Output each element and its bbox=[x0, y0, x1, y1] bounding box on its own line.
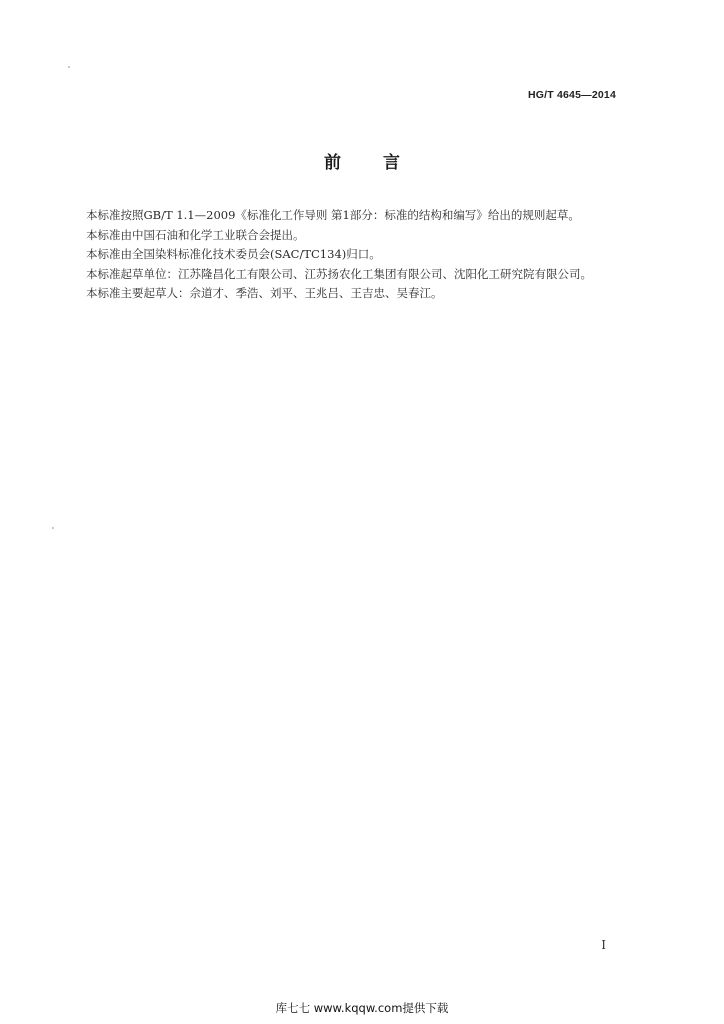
paragraph-drafters: 本标准主要起草人：佘道才、季浩、刘平、王兆吕、王吉忠、吴春江。 bbox=[86, 286, 443, 300]
download-footer: 库七七 www.kqqw.com提供下载 bbox=[275, 1001, 449, 1015]
page-number: I bbox=[601, 938, 606, 952]
paragraph-administrator: 本标准由全国染料标准化技术委员会(SAC/TC134)归口。 bbox=[86, 247, 381, 261]
scan-speck bbox=[68, 66, 70, 68]
scan-speck bbox=[52, 527, 54, 529]
paragraph-drafting-rules: 本标准按照GB/T 1.1—2009《标准化工作导则 第1部分：标准的结构和编写》给出的规则起草。 bbox=[86, 208, 580, 222]
paragraph-drafting-units: 本标准起草单位：江苏隆昌化工有限公司、江苏扬农化工集团有限公司、沈阳化工研究院有限公司。 bbox=[86, 266, 592, 281]
page-title: 前言 bbox=[324, 153, 442, 173]
paragraph-proposer: 本标准由中国石油和化学工业联合会提出。 bbox=[86, 227, 305, 242]
standard-code: HG/T 4645—2014 bbox=[527, 89, 616, 101]
foreword-body bbox=[66, 206, 626, 304]
